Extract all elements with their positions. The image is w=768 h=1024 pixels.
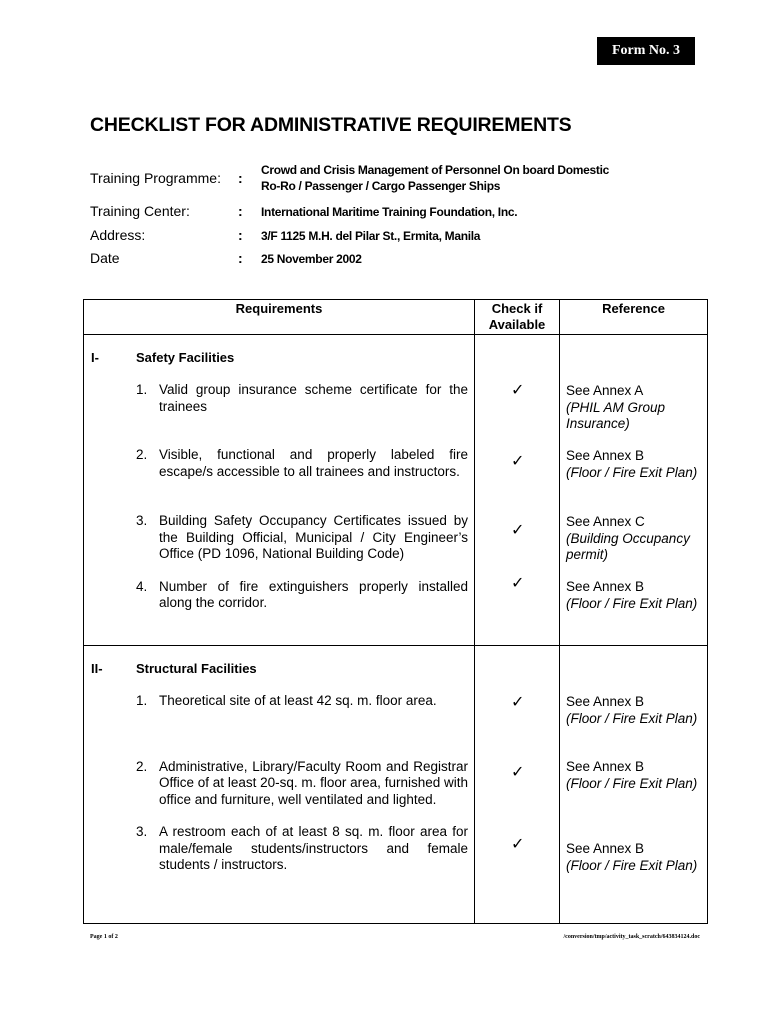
list-item	[84, 447, 474, 480]
check-header-line1: Check if	[491, 301, 543, 316]
list-item	[84, 759, 474, 809]
checkmark-icon: ✓	[511, 520, 525, 539]
item-text: Building Safety Occupancy Certificates issued by the Building Official, Municipal / City Engineer’s Office (PD 1096, National Building Code)	[159, 513, 468, 561]
item-number: 1.	[136, 382, 148, 397]
reference-entry	[566, 579, 698, 612]
reference-annex: See Annex A	[566, 383, 644, 398]
check-header	[475, 300, 560, 335]
info-colon: :	[238, 170, 243, 186]
list-item	[84, 824, 474, 874]
item-number: 4.	[136, 578, 148, 594]
reference-annex: See Annex B	[566, 759, 645, 774]
reference-cell	[560, 646, 708, 924]
file-path: /conversion/tmp/activity_task_scratch/643834124.doc	[563, 934, 700, 940]
reference-note: (Building Occupancy permit)	[566, 530, 690, 562]
reference-entry	[566, 514, 698, 564]
reference-note: (Floor / Fire Exit Plan)	[566, 857, 698, 873]
checkmark-icon: ✓	[511, 834, 525, 853]
info-label: Training Center:	[90, 203, 190, 219]
reference-entry	[566, 841, 698, 874]
section-heading	[84, 661, 474, 681]
form-number-badge: Form No. 3	[597, 37, 695, 65]
item-text: Valid group insurance scheme certificate for the trainees	[159, 382, 468, 414]
table-row	[84, 646, 708, 924]
reference-entry	[566, 448, 698, 481]
section-title: Structural Facilities	[136, 661, 257, 676]
item-text: Administrative, Library/Faculty Room and Registrar Office of at least 20-sq. m. floor area, furnished with office and furniture, well ventilated and lighted.	[159, 758, 468, 807]
requirements-cell	[84, 335, 475, 646]
section-number: II-	[91, 661, 103, 676]
requirements-cell	[84, 646, 475, 924]
info-label: Date	[90, 250, 120, 266]
checkmark-icon: ✓	[511, 762, 525, 781]
reference-entry	[566, 759, 698, 792]
item-number: 3.	[136, 513, 148, 528]
item-number: 3.	[136, 824, 148, 839]
section-title: Safety Facilities	[136, 350, 235, 365]
reference-cell	[560, 335, 708, 646]
reference-header: Reference	[560, 300, 708, 335]
reference-entry	[566, 694, 698, 727]
reference-annex: See Annex B	[566, 841, 645, 856]
page-number: Page 1 of 2	[90, 934, 118, 940]
reference-note: (Floor / Fire Exit Plan)	[566, 464, 698, 480]
requirements-header: Requirements	[84, 300, 475, 335]
reference-note: (PHIL AM Group Insurance)	[566, 399, 666, 431]
info-value: 3/F 1125 M.H. del Pilar St., Ermita, Manila	[261, 229, 481, 243]
info-label: Training Programme:	[90, 170, 221, 186]
reference-note: (Floor / Fire Exit Plan)	[566, 710, 698, 726]
check-cell	[475, 335, 560, 646]
item-number: 2.	[136, 758, 148, 774]
info-colon: :	[238, 227, 243, 243]
item-text: Number of fire extinguishers properly installed along the corridor.	[159, 578, 468, 610]
info-colon: :	[238, 250, 243, 266]
item-number: 1.	[136, 693, 148, 708]
check-header-line2: Available	[488, 317, 546, 332]
check-cell	[475, 646, 560, 924]
info-colon: :	[238, 203, 243, 219]
reference-annex: See Annex C	[566, 514, 645, 529]
reference-annex: See Annex B	[566, 694, 645, 709]
info-value: International Maritime Training Foundation, Inc.	[261, 205, 518, 219]
checkmark-icon: ✓	[511, 692, 525, 711]
reference-note: (Floor / Fire Exit Plan)	[566, 595, 698, 611]
list-item	[84, 579, 474, 612]
item-text: Visible, functional and properly labeled fire escape/s accessible to all trainees and instructors.	[159, 447, 468, 479]
item-number: 2.	[136, 447, 148, 462]
table-header-row	[84, 300, 708, 335]
list-item	[84, 513, 474, 563]
info-value: 25 November 2002	[261, 252, 362, 266]
reference-annex: See Annex B	[566, 448, 645, 463]
reference-annex: See Annex B	[566, 579, 645, 594]
checkmark-icon: ✓	[511, 380, 525, 399]
table-row	[84, 335, 708, 646]
reference-note: (Floor / Fire Exit Plan)	[566, 775, 698, 791]
item-text: A restroom each of at least 8 sq. m. floor area for male/female students/instructors and female students / instructors.	[159, 824, 468, 872]
info-label: Address:	[90, 227, 146, 243]
section-heading	[84, 350, 474, 370]
requirements-table	[83, 299, 708, 924]
item-text: Theoretical site of at least 42 sq. m. floor area.	[159, 693, 437, 708]
list-item	[84, 382, 474, 415]
checkmark-icon: ✓	[511, 451, 525, 470]
section-number: I-	[91, 350, 99, 365]
info-value: Crowd and Crisis Management of Personnel On board Domestic Ro-Ro / Passenger / Cargo Passenger Ships	[261, 163, 609, 193]
list-item	[84, 693, 474, 710]
page-title: CHECKLIST FOR ADMINISTRATIVE REQUIREMENTS	[90, 114, 572, 136]
reference-entry	[566, 383, 698, 433]
checkmark-icon: ✓	[511, 573, 525, 592]
